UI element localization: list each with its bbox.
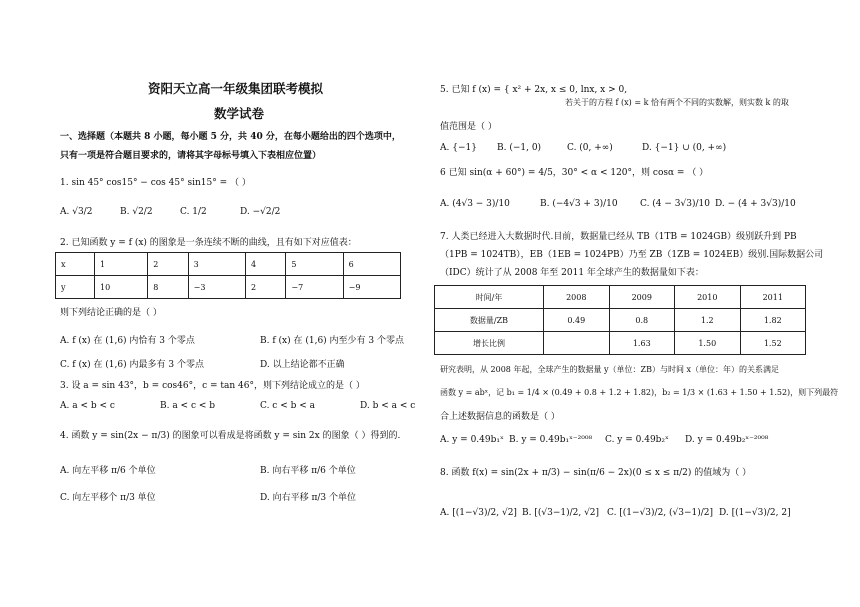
table-cell: −7: [286, 276, 343, 299]
table-cell: y: [56, 276, 95, 299]
q1-option-a[interactable]: A. √3/2: [60, 207, 93, 217]
q7-option-d[interactable]: D. y = 0.49b₂ˣ⁻²⁰⁰⁸: [685, 435, 769, 445]
q5-option-b[interactable]: B. (−1, 0): [497, 143, 542, 153]
table-cell: −3: [188, 276, 245, 299]
q8-option-c[interactable]: C. [(1−√3)/2, (√3−1)/2]: [607, 508, 714, 518]
q8-option-a[interactable]: A. [(1−√3)/2, √2]: [440, 508, 517, 518]
q3-option-c[interactable]: C. c < b < a: [260, 401, 315, 411]
q7-after1: 研究表明，从 2008 年起，全球产生的数据量 y（单位：ZB）与时间 x（单位：年）的关系满足: [440, 365, 779, 374]
exam-title: 资阳天立高一年级集团联考模拟: [148, 81, 324, 96]
q2-option-c[interactable]: C. f (x) 在 (1,6) 内最多有 3 个零点: [60, 360, 204, 370]
table-cell: 6: [343, 253, 400, 276]
table-cell: 4: [245, 253, 285, 276]
table-cell: −9: [343, 276, 400, 299]
q6-stem: 6 已知 sin(α + 60°) = 4/5，30° < α < 120°，则 cosα = （ ）: [440, 168, 709, 178]
q2-option-d[interactable]: D. 以上结论都不正确: [260, 360, 345, 370]
q2-option-b[interactable]: B. f (x) 在 (1,6) 内至少有 3 个零点: [260, 336, 404, 346]
q1-option-c[interactable]: C. 1/2: [180, 207, 207, 217]
table-cell: 2: [245, 276, 285, 299]
q3-option-b[interactable]: B. a < c < b: [160, 401, 216, 411]
table-cell: [544, 332, 610, 355]
table-row: [435, 332, 806, 355]
q5-stem-c: 值范围是（ ）: [440, 122, 497, 132]
table-row: [435, 286, 806, 309]
q1-option-b[interactable]: B. √2/2: [120, 207, 153, 217]
q4-stem: 4. 函数 y = sin(2x − π/3) 的图象可以看成是将函数 y = sin 2x 的图象（ ）得到的.: [60, 431, 401, 441]
q7-line3: （IDC）统计了从 2008 年至 2011 年全球产生的数据量如下表：: [440, 268, 704, 278]
table-header-cell: 2009: [609, 286, 675, 309]
table-header-cell: 时间/年: [435, 286, 544, 309]
q4-option-b[interactable]: B. 向右平移 π/6 个单位: [260, 466, 356, 476]
table-cell: 1: [95, 253, 148, 276]
table-cell: 2: [148, 253, 188, 276]
table-header-cell: 2011: [740, 286, 806, 309]
table-cell: 3: [188, 253, 245, 276]
q7-after2: 函数 y = abˣ，记 b₁ = 1/4 × (0.49 + 0.8 + 1.2 + 1.82)，b₂ = 1/3 × (1.63 + 1.50 + 1.52)，则下列最符: [440, 388, 839, 397]
table-cell: 1.63: [609, 332, 675, 355]
q6-option-c[interactable]: C. (4 − 3√3)/10: [640, 199, 710, 209]
exam-subtitle: 数学试卷: [214, 106, 265, 121]
q5-stem-b: 若关于的方程 f (x) = k 恰有两个不同的实数解，则实数 k 的取: [565, 98, 789, 107]
q4-option-c[interactable]: C. 向左平移个 π/3 单位: [60, 493, 156, 503]
q3-option-d[interactable]: D. b < a < c: [360, 401, 416, 411]
q5-stem-a: 5. 已知 f (x) = { x² + 2x, x ≤ 0, lnx, x > 0,: [440, 85, 628, 95]
table-header-cell: 2008: [544, 286, 610, 309]
table-row: [56, 253, 401, 276]
table-cell: 0.49: [544, 309, 610, 332]
section-heading-line2: 只有一项是符合题目要求的，请将其字母标号填入下表相应位置）: [60, 151, 322, 161]
table-cell: 1.2: [675, 309, 741, 332]
q4-option-d[interactable]: D. 向右平移 π/3 个单位: [260, 493, 357, 503]
q7-option-c[interactable]: C. y = 0.49b₂ˣ: [605, 435, 669, 445]
q5-option-d[interactable]: D. {−1} ∪ (0, +∞): [642, 143, 727, 153]
q8-stem: 8. 函数 f(x) = sin(2x + π/3) − sin(π/6 − 2x)(0 ≤ x ≤ π/2) 的值域为（ ）: [440, 468, 752, 478]
q7-line2: （1PB = 1024TB），EB（1EB = 1024PB）乃至 ZB（1ZB = 1024EB）级别.国际数据公司: [440, 250, 824, 260]
table-cell: 1.82: [740, 309, 806, 332]
q2-value-table: [55, 252, 401, 299]
table-cell: 1.52: [740, 332, 806, 355]
q7-option-b[interactable]: B. y = 0.49b₁ˣ⁻²⁰⁰⁸: [509, 435, 593, 445]
q3-option-a[interactable]: A. a < b < c: [60, 401, 115, 411]
q2-option-a[interactable]: A. f (x) 在 (1,6) 内恰有 3 个零点: [60, 336, 195, 346]
q4-option-a[interactable]: A. 向左平移 π/6 个单位: [60, 466, 156, 476]
table-cell: 8: [148, 276, 188, 299]
q1-option-d[interactable]: D. −√2/2: [240, 207, 281, 217]
q8-option-b[interactable]: B. [(√3−1)/2, √2]: [522, 508, 600, 518]
q1-stem: 1. sin 45° cos15° − cos 45° sin15° = （ ）: [60, 178, 251, 188]
table-cell: x: [56, 253, 95, 276]
q6-option-a[interactable]: A. (4√3 − 3)/10: [440, 199, 510, 209]
table-cell: 10: [95, 276, 148, 299]
q6-option-d[interactable]: D. − (4 + 3√3)/10: [715, 199, 796, 209]
q7-option-a[interactable]: A. y = 0.49b₁ˣ: [440, 435, 504, 445]
q5-option-a[interactable]: A. {−1}: [440, 143, 477, 153]
q2-follow: 则下列结论正确的是（ ）: [60, 308, 162, 318]
table-row: [56, 276, 401, 299]
q2-stem: 2. 已知函数 y = f (x) 的图象是一条连续不断的曲线，且有如下对应值表：: [60, 238, 357, 248]
q7-after3: 合上述数据信息的函数是（ ）: [440, 412, 560, 422]
q8-option-d[interactable]: D. [(1−√3)/2, 2]: [719, 508, 791, 518]
q6-option-b[interactable]: B. (−4√3 + 3)/10: [540, 199, 618, 209]
section-heading-line1: 一、选择题（本题共 8 小题，每小题 5 分，共 40 分，在每小题给出的四个选项中，: [60, 132, 401, 142]
q7-line1: 7. 人类已经进入大数据时代.目前，数据量已经从 TB（1TB = 1024GB）级别跃升到 PB: [440, 232, 797, 242]
table-cell: 0.8: [609, 309, 675, 332]
table-cell: 数据量/ZB: [435, 309, 544, 332]
q5-option-c[interactable]: C. (0, +∞): [567, 143, 613, 153]
table-row: [435, 309, 806, 332]
q3-stem: 3. 设 a = sin 43°，b = cos46°，c = tan 46°，则下列结论成立的是（ ）: [60, 381, 365, 391]
table-cell: 5: [286, 253, 343, 276]
table-cell: 增长比例: [435, 332, 544, 355]
q7-data-table: [434, 285, 806, 355]
table-cell: 1.50: [675, 332, 741, 355]
table-header-cell: 2010: [675, 286, 741, 309]
